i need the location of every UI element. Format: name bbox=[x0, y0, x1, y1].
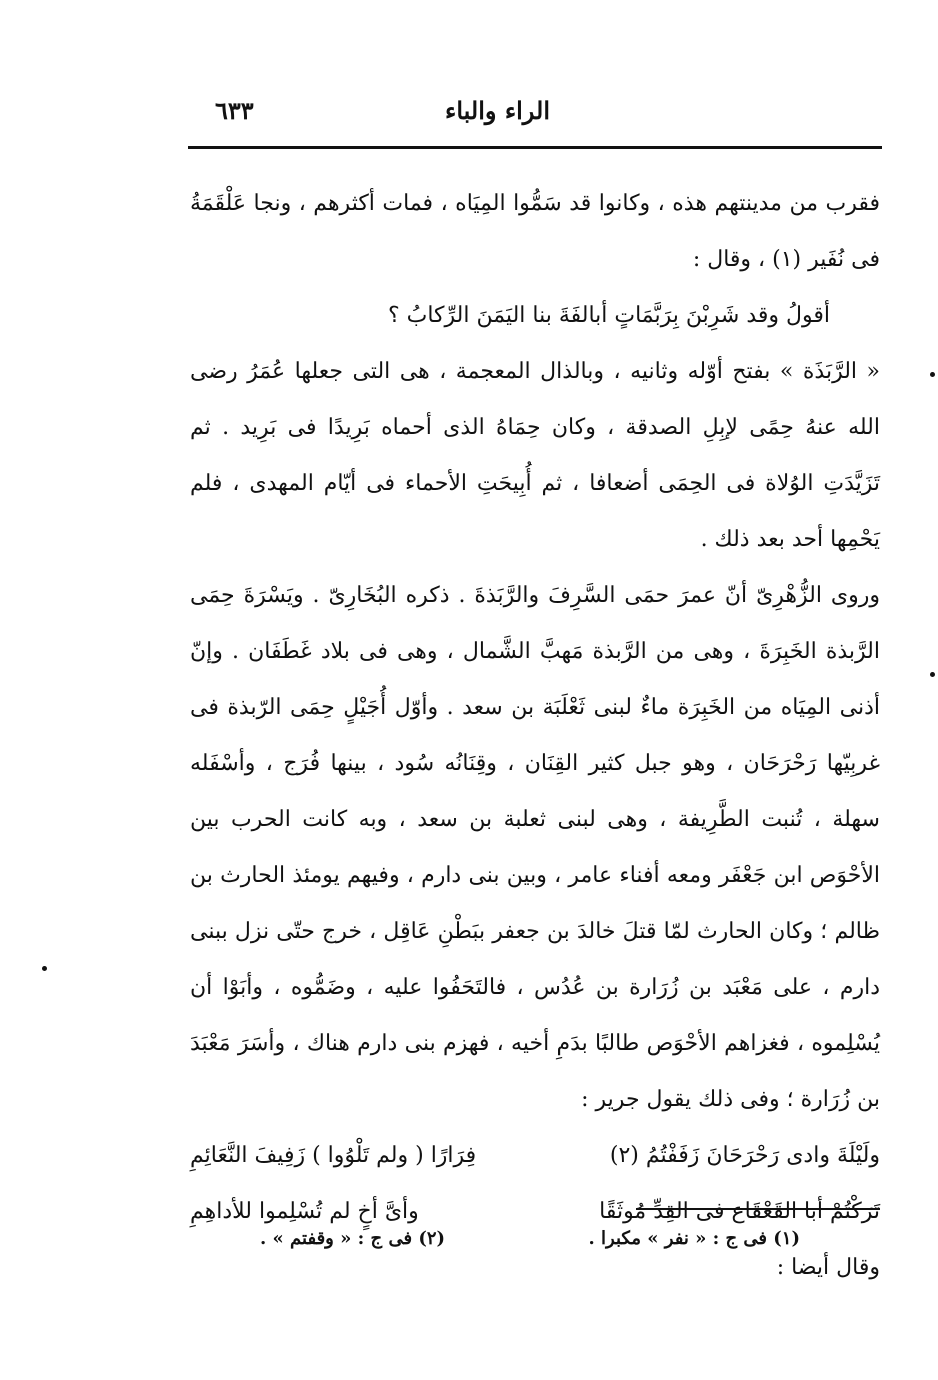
verse-2 bbox=[190, 1128, 880, 1184]
verse-3-second-hemistich: وأىَّ أخٍ لم تُسْلِموا للأداهِمِ bbox=[190, 1199, 419, 1224]
running-header bbox=[190, 96, 880, 136]
verse-3-first-hemistich: تَرَكْتُمْ أبا القَعْقَاع فى القِدِّ مُوثَقًا bbox=[599, 1199, 880, 1224]
footnotes bbox=[260, 1222, 800, 1256]
margin-mark bbox=[42, 966, 47, 971]
footnote-rule bbox=[636, 1208, 880, 1210]
main-text bbox=[190, 176, 880, 1296]
page-number: ٦٣٣ bbox=[215, 96, 254, 125]
verse-2-first-hemistich: ولَيْلَةَ وادى رَحْرَحَانَ زَفَفْتُمُ (٢) bbox=[609, 1143, 880, 1168]
header-title: الراء والباء bbox=[445, 96, 550, 125]
verse-1: أقولُ وقد شَرِبْنَ بِرَبَّمَاتٍ أبالفَةَ بنا اليَمَنَ الرِّكابُ ؟ bbox=[387, 303, 830, 328]
footnote-1: (١) فى ج : « نفر » مكبرا . bbox=[588, 1228, 800, 1249]
margin-mark bbox=[930, 372, 935, 377]
paragraph-2: « الرَّبَذَة » بفتح أوّله وثانيه ، وبالذال المعجمة ، هى التى جعلها عُمَرُ رضى الله عنهُ حِمًى لإبِلِ الصدقة ، وكان حِمَاهُ الذى أحماه بَرِيدًا فى بَرِيد . ثم تَزَيَّدَتِ الوُلاة فى الحِمَى أضعافا ، ثم أُبِيحَتِ الأحماء فى أيّام المهدى ، فلم يَحْمِها أحد بعد ذلك . bbox=[190, 359, 880, 552]
paragraph-4: وقال أيضا : bbox=[776, 1255, 880, 1280]
paragraph-1: فقرب من مدينتهم هذه ، وكانوا قد سَمُّوا المِيَاه ، فمات أكثرهم ، ونجا عَلْقَمَةُ فى نُفَير (١) ، وقال : bbox=[190, 191, 880, 272]
footnote-2: (٢) فى ج : « وقفتم » . bbox=[260, 1228, 446, 1249]
verse-2-second-hemistich: فِرَارًا ( ولم تَلْوُوا ) زَفِيفَ النَّعَائِمِ bbox=[190, 1143, 477, 1168]
paragraph-3: وروى الزُّهْرِىّ أنّ عمرَ حمَى السَّرِفَ والرَّبَذةَ . ذكره البُخَارِىّ . ويَسْرَةَ حِمَى الرَّبذة الخَبِرَةَ ، وهى من الرَّبذة مَهبَّ الشَّمال ، وهى فى بلاد غَطَفَان . وإنّ أذنى المِيَاه من الخَبِرَة ماءٌ لبنى ثَعْلَبَة بن سعد . وأوّل أُجَيْلٍ حِمَى الرّبذة فى غربِيّها رَحْرَحَان ، وهو جبل كثير القِنَان ، وقِنَانُه سُود ، بينها فُرَج ، وأسْفَله سهلة ، تُنبت الطَّرِيفة ، وهى لبنى ثعلبة بن سعد ، وبه كانت الحرب بين الأحْوَص ابن جَعْفَر ومعه أفناء عامر ، وبين بنى دارم ، وفيهم يومئذ الحارث بن ظالم ؛ وكان الحارث لمّا قتلَ خالدَ بن جعفر ببَطْنِ عَاقِل ، خرج حتّى نزل ببنى دارم ، على مَعْبَد بن زُرَارة بن عُدُس ، فالتَحَفُوا عليه ، وضَمُّوه ، وأبَوْا أن يُسْلِموه ، فغزاهم الأحْوَص طالبًا بدَمِ أخيه ، فهزم بنى دارم هناك ، وأسَرَ مَعْبَدَ بن زُرَارة ؛ وفى ذلك يقول جرير : bbox=[190, 583, 880, 1112]
margin-mark bbox=[930, 672, 935, 677]
header-rule bbox=[188, 146, 882, 149]
